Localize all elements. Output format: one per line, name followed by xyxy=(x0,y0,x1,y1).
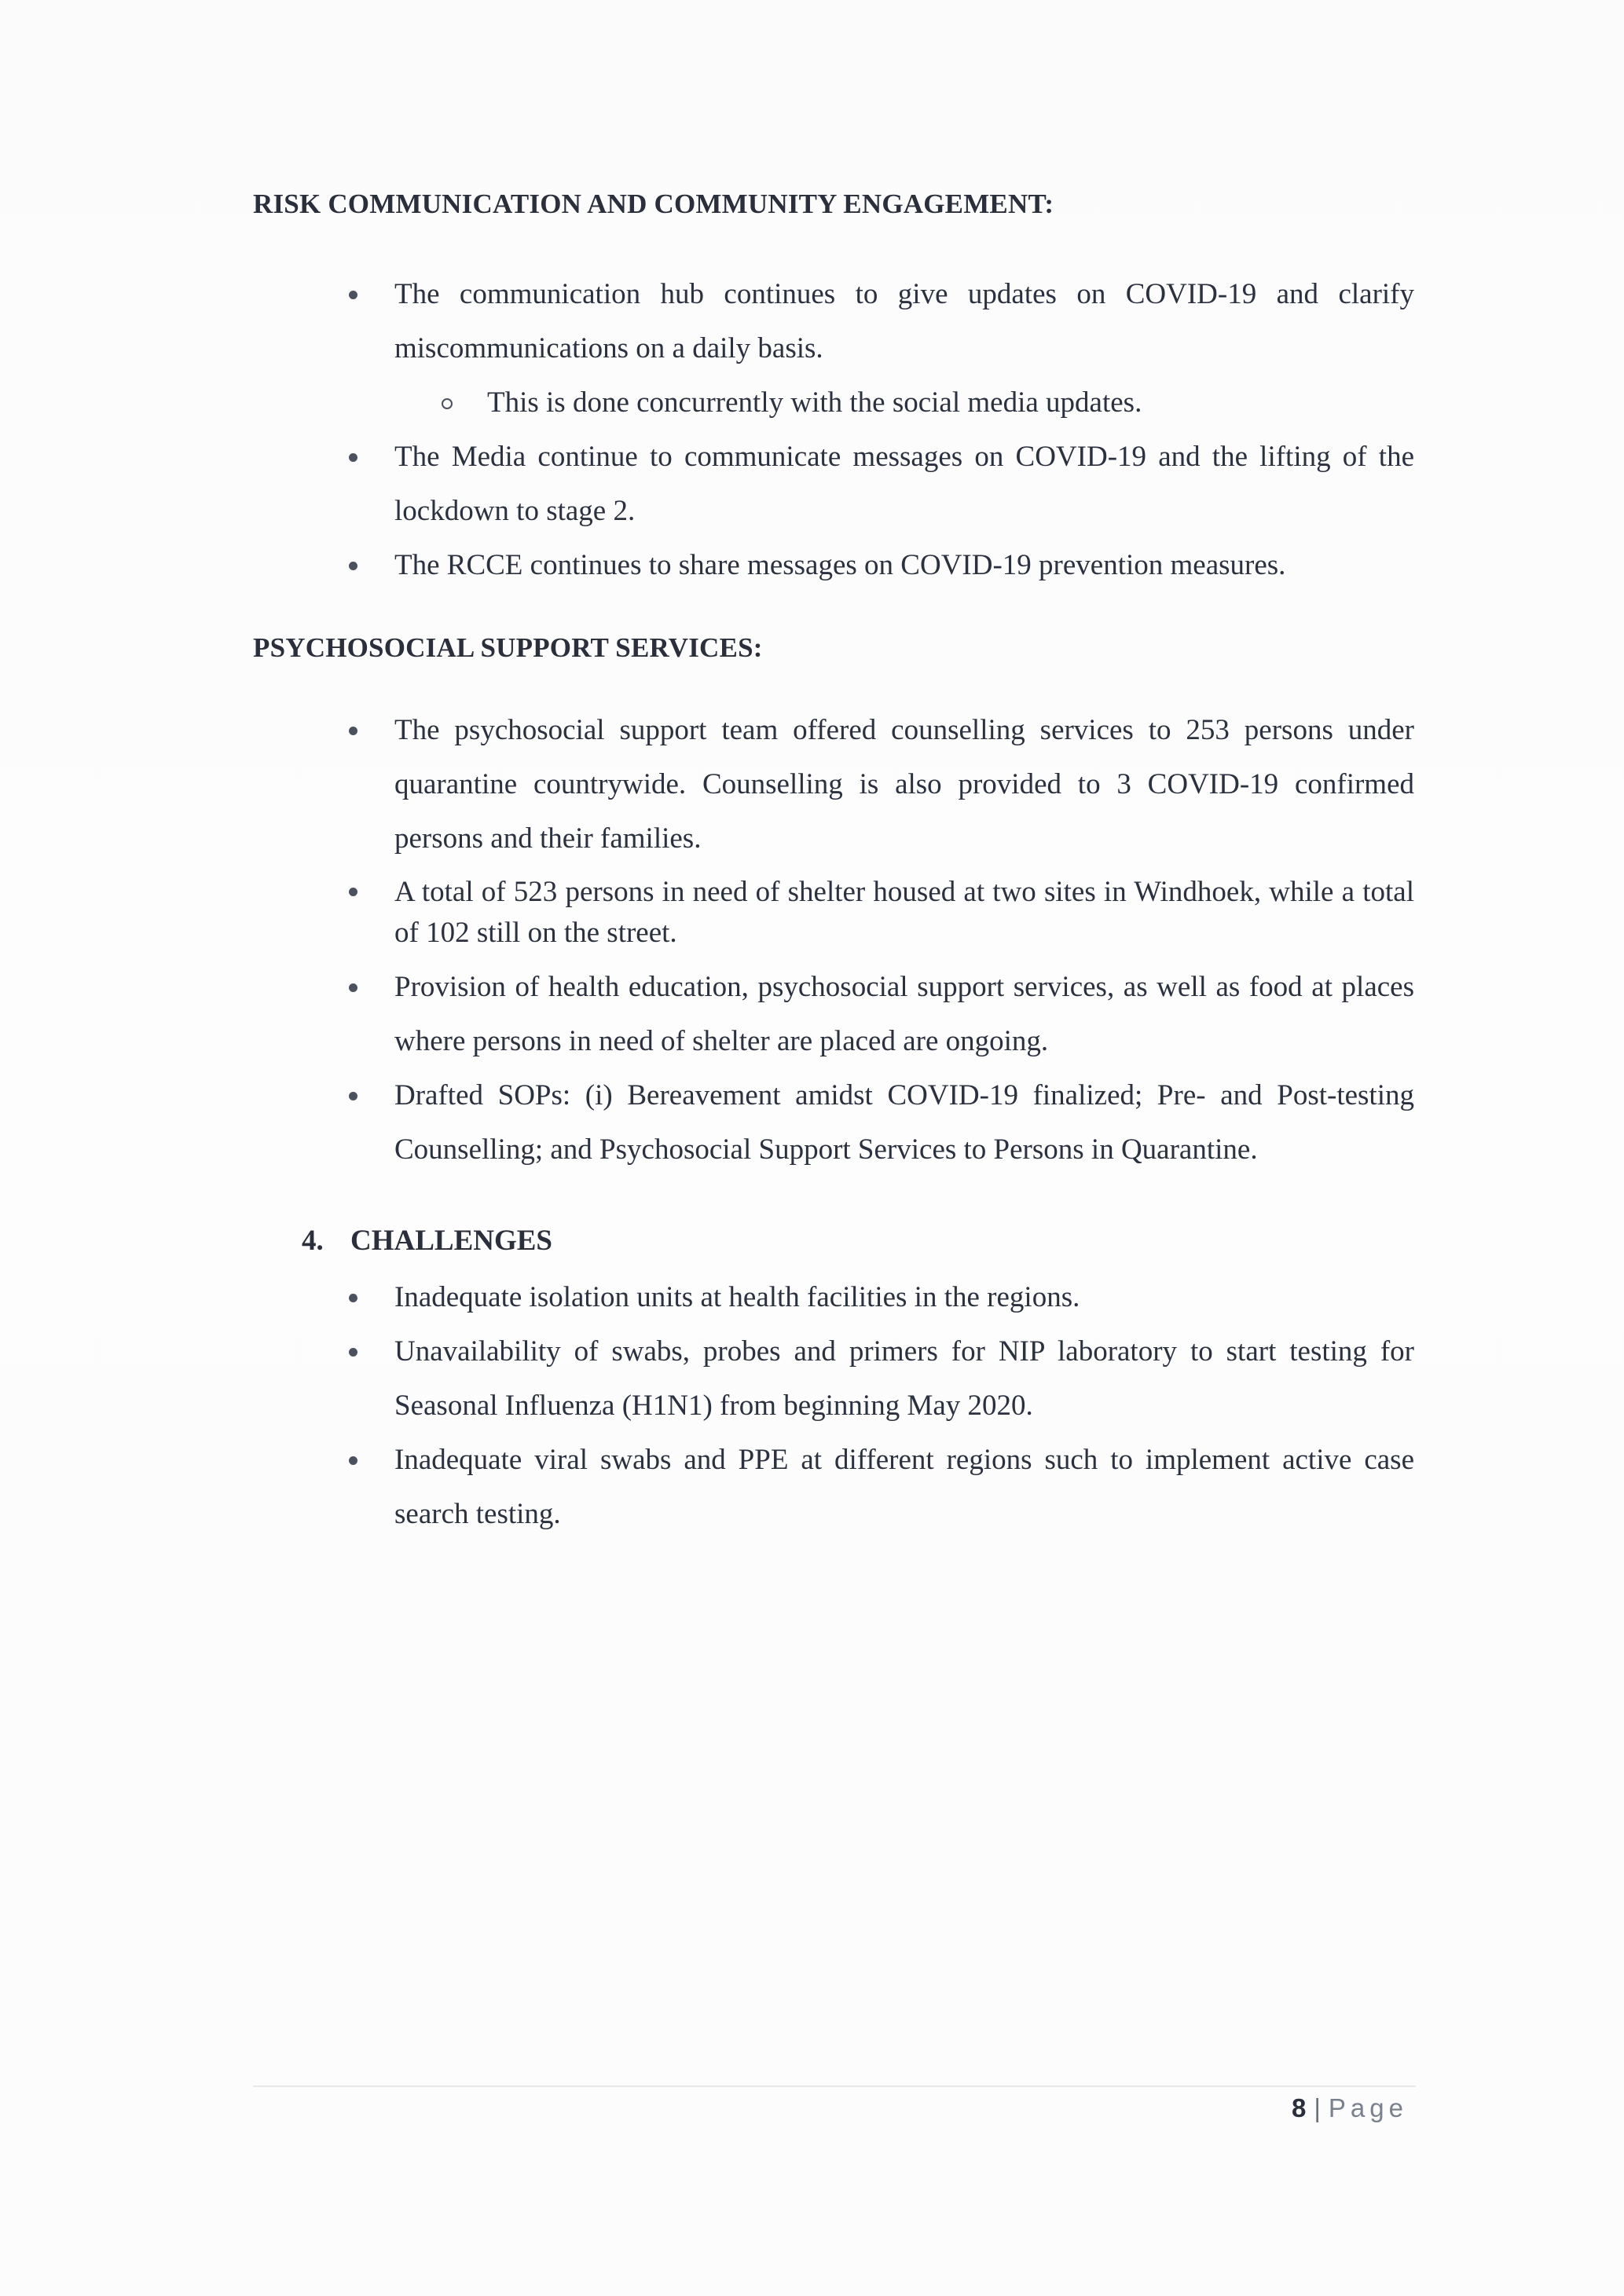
list-item xyxy=(346,1068,1414,1177)
list-item xyxy=(346,267,1414,430)
rcce-item-2-text: The Media continue to communicate messages on COVID-19 and the lifting of the lockdown to stage 2. xyxy=(394,441,1414,527)
psychosocial-item-4-text: Drafted SOPs: (i) Bereavement amidst COVID-19 finalized; Pre- and Post-testing Counselling; and Psychosocial Support Services to Persons in Quarantine. xyxy=(394,1079,1414,1166)
bullet-icon xyxy=(349,1294,357,1302)
bullet-icon xyxy=(349,983,357,992)
bullet-icon xyxy=(349,291,357,299)
bullet-icon xyxy=(349,888,357,896)
challenges-heading xyxy=(302,1224,552,1258)
bullet-icon xyxy=(349,1348,357,1357)
page-number-value: 8 xyxy=(1291,2093,1307,2122)
psychosocial-list xyxy=(346,703,1414,1177)
challenges-title: CHALLENGES xyxy=(350,1225,553,1257)
list-item xyxy=(346,1270,1414,1324)
list-item xyxy=(346,538,1414,592)
list-item xyxy=(346,1433,1414,1541)
bullet-icon xyxy=(349,1092,357,1100)
rcce-heading: RISK COMMUNICATION AND COMMUNITY ENGAGEMENT: xyxy=(253,189,1054,219)
list-item xyxy=(346,866,1414,960)
rcce-item-1-text: The communication hub continues to give updates on COVID-19 and clarify miscommunications on a daily basis. xyxy=(394,278,1414,364)
list-item xyxy=(346,430,1414,538)
challenges-item-2-text: Unavailability of swabs, probes and primers for NIP laboratory to start testing for Seasonal Influenza (H1N1) from beginning May 2020. xyxy=(394,1335,1414,1422)
bullet-icon xyxy=(349,453,357,462)
rcce-list xyxy=(346,267,1414,592)
psychosocial-heading: PSYCHOSOCIAL SUPPORT SERVICES: xyxy=(253,632,763,663)
challenges-item-1-text: Inadequate isolation units at health facilities in the regions. xyxy=(394,1281,1080,1313)
rcce-subitem-text: This is done concurrently with the social media updates. xyxy=(487,386,1142,419)
section-number: 4. xyxy=(302,1225,324,1257)
bullet-icon xyxy=(349,727,357,735)
page-word: Page xyxy=(1328,2093,1408,2122)
footer-divider xyxy=(253,2085,1416,2087)
challenges-item-3-text: Inadequate viral swabs and PPE at different regions such to implement active case search testing. xyxy=(394,1444,1414,1530)
psychosocial-item-1-text: The psychosocial support team offered counselling services to 253 persons under quarantine countrywide. Counselling is also provided to 3 COVID-19 confirmed persons and their families. xyxy=(394,714,1414,855)
sub-list-item xyxy=(394,375,1414,430)
page-number-separator: | xyxy=(1314,2093,1321,2122)
circle-bullet-icon xyxy=(442,398,453,409)
challenges-list xyxy=(346,1270,1414,1541)
list-item xyxy=(346,1324,1414,1433)
psychosocial-item-2-text: A total of 523 persons in need of shelter housed at two sites in Windhoek, while a total of 102 still on the street. xyxy=(394,876,1414,949)
bullet-icon xyxy=(349,1456,357,1465)
rcce-item-3-text: The RCCE continues to share messages on COVID-19 prevention measures. xyxy=(394,549,1286,581)
bullet-icon xyxy=(349,562,357,570)
psychosocial-item-3-text: Provision of health education, psychosocial support services, as well as food at places where persons in need of shelter are placed are ongoing. xyxy=(394,971,1414,1057)
list-item xyxy=(346,703,1414,866)
list-item xyxy=(346,960,1414,1068)
page-number xyxy=(1292,2093,1408,2123)
